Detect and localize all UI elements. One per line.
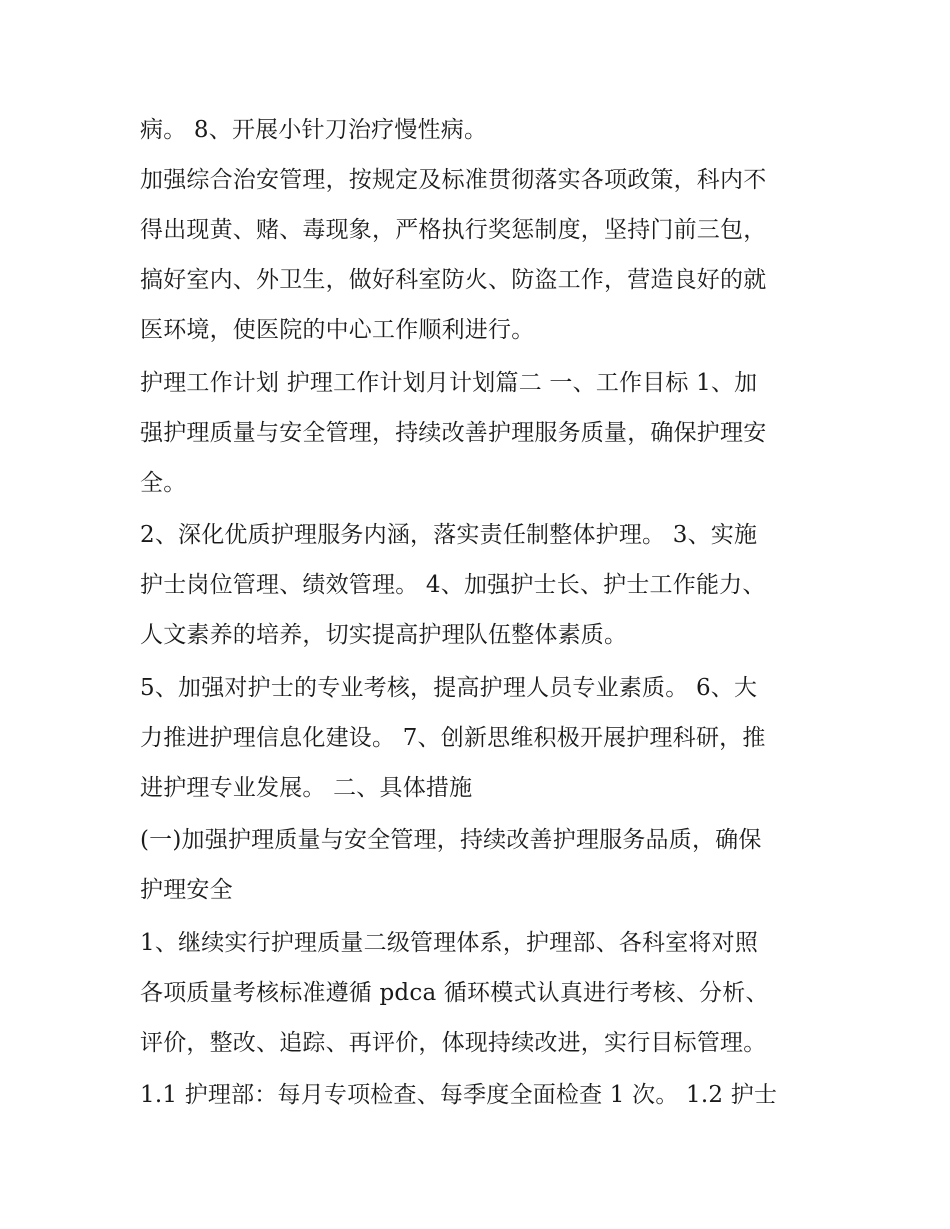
- text-line: 护士岗位管理、绩效管理。 4、加强护士长、护士工作能力、: [140, 572, 766, 598]
- text-line: 进护理专业发展。 二、具体措施: [140, 775, 473, 801]
- text-line: 加强综合治安管理，按规定及标准贯彻落实各项政策，科内不: [140, 167, 767, 193]
- text-line: 医环境，使医院的中心工作顺利进行。: [140, 317, 535, 343]
- text-line: 全。: [140, 470, 187, 496]
- text-line: 力推进护理信息化建设。 7、创新思维积极开展护理科研，推: [140, 725, 766, 751]
- text-line: (一)加强护理质量与安全管理，持续改善护理服务品质，确保: [140, 827, 762, 853]
- text-line: 1.1 护理部：每月专项检查、每季度全面检查 1 次。 1.2 护士: [140, 1082, 778, 1108]
- text-line: 评价，整改、追踪、再评价，体现持续改进，实行目标管理。: [140, 1030, 767, 1056]
- text-line: 强护理质量与安全管理，持续改善护理服务质量，确保护理安: [140, 420, 767, 446]
- text-line: 搞好室内、外卫生，做好科室防火、防盗工作，营造良好的就: [140, 267, 767, 293]
- text-line: 5、加强对护士的专业考核，提高护理人员专业素质。 6、大: [140, 675, 758, 701]
- text-line: 护理工作计划 护理工作计划月计划篇二 一、工作目标 1、加: [140, 370, 758, 396]
- text-line: 各项质量考核标准遵循 pdca 循环模式认真进行考核、分析、: [140, 980, 769, 1006]
- text-line: 1、继续实行护理质量二级管理体系，护理部、各科室将对照: [140, 930, 759, 956]
- text-line: 2、深化优质护理服务内涵，落实责任制整体护理。 3、实施: [140, 522, 758, 548]
- text-line: 护理安全: [140, 877, 233, 903]
- text-line: 得出现黄、赌、毒现象，严格执行奖惩制度，坚持门前三包，: [140, 217, 767, 243]
- text-line: 人文素养的培养，切实提高护理队伍整体素质。: [140, 622, 628, 648]
- text-line: 病。 8、开展小针刀治疗慢性病。: [140, 117, 488, 143]
